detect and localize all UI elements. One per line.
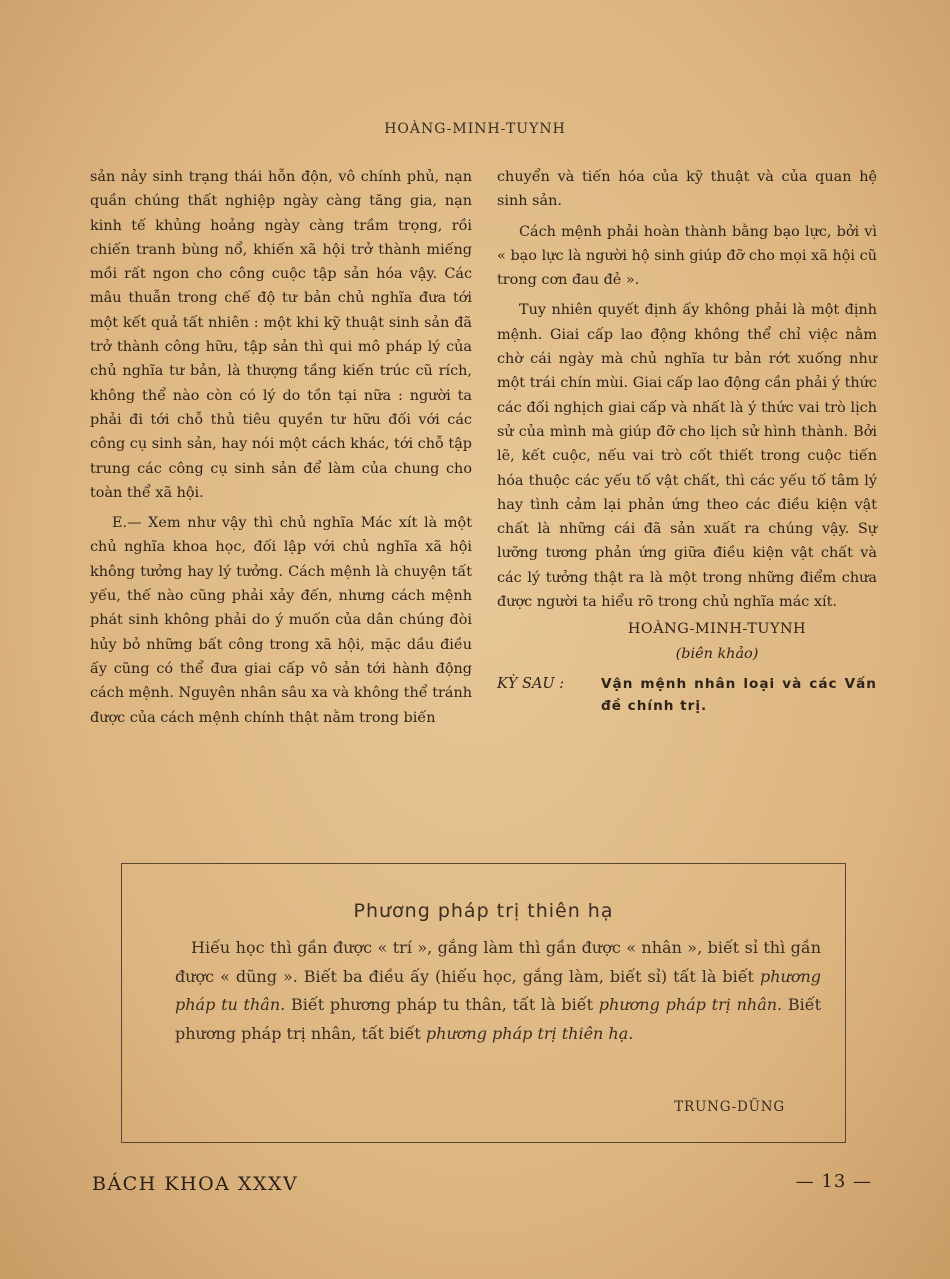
page-number: — 13 —: [795, 1171, 872, 1192]
paragraph: Cách mệnh phải hoàn thành bằng bạo lực, bởi vì « bạo lực là người hộ sinh giúp đỡ cho mọi xã hội cũ trong cơn đau đẻ ».: [497, 223, 877, 289]
paragraph: Tuy nhiên quyết định ấy không phải là một định mệnh. Giai cấp lao động không thể chỉ việc nằm chờ cái ngày mà chủ nghĩa tư bản rớt xuống như một trái chín mùi. Giai cấp lao động cần phải ý thức các đối nghịch giai cấp và nhất là ý thức vai trò lịch sử của mình mà giúp đỡ cho lịch sử hình thành. Bởi lẽ, kết cuộc, nếu vai trò cốt thiết trong cuộc tiến hóa thuộc các yếu tố vật chất, thì các yếu tố tâm lý hay tình cảm lại phản ứng theo các điều kiện vật chất là những cái đã sản xuất ra chúng vậy. Sự lưỡng tương phản ứng giữa điều kiện vật chất và các lý tưởng thật ra là một trong những điểm chưa được người ta hiểu rõ trong chủ nghĩa mác xít.: [497, 302, 877, 611]
paragraph: sản nảy sinh trạng thái hỗn độn, vô chính phủ, nạn quần chúng thất nghiệp ngày càng tăng gia, nạn kinh tế khủng hoảng ngày càng trầm trọng, rồi chiến tranh bùng nổ, khiến xã hội trở thành miếng mồi rất ngon cho công cuộc tập sản hóa vậy. Các mâu thuẫn trong chế độ tư bản chủ nghĩa đưa tới một kết quả tất nhiên : một khi kỹ thuật sinh sản đã trở thành công hữu, tập sản thì qui mô pháp lý của chủ nghĩa tư bản, là thượng tầng kiến trúc cũ rích, không thể nào còn có lý do tồn tại nữa : người ta phải đi tới chỗ thủ tiêu quyền tư hữu đối với các công cụ sinh sản, hay nói một cách khác, tới chỗ tập trung các công cụ sinh sản để làm của chung cho toàn thể xã hội.: [90, 169, 472, 501]
box-text: . Biết phương pháp trị nhân, tất biết: [175, 995, 822, 1043]
right-column: [497, 165, 877, 717]
next-issue-label: KỲ SAU :: [497, 675, 565, 692]
box-text: Hiếu học thì gần được « trí », gắng làm thì gần được « nhân », biết sỉ thì gần được « dũng ». Biết ba điều ấy (hiếu học, gắng làm, biết sỉ) tất là biết: [175, 938, 821, 986]
paragraph: chuyển và tiến hóa của kỹ thuật và của quan hệ sinh sản.: [497, 169, 877, 210]
paragraph: E.— Xem như vậy thì chủ nghĩa Mác xít là một chủ nghĩa khoa học, đối lập với chủ nghĩa xã hội không tưởng hay lý tưởng. Cách mệnh là chuyện tất yếu, thế nào cũng phải xảy đến, nhưng cách mệnh phát sinh không phải do ý muốn của dân chúng đòi hủy bỏ những bất công trong xã hội, mặc dầu điều ấy cũng có thể đưa giai cấp vô sản tới hành động cách mệnh. Nguyên nhân sâu xa và không thể tránh được của cách mệnh chính thật nằm trong biến: [90, 515, 472, 726]
box-italic-text: phương pháp trị nhân: [598, 995, 778, 1014]
box-italic-text: phương pháp tu thân: [175, 966, 821, 1014]
article-signature: HOÀNG-MINH-TUYNH: [627, 621, 807, 638]
box-signature: TRUNG-DŨNG: [674, 1099, 785, 1115]
boxed-quote: [121, 863, 846, 1143]
magazine-name: BÁCH KHOA XXXV: [92, 1173, 299, 1195]
box-italic-text: phương pháp trị thiên hạ: [425, 1023, 629, 1043]
box-text: . Biết phương pháp tu thân, tất là biết: [280, 995, 599, 1014]
article-note: (biên khảo): [675, 645, 759, 662]
left-column: [90, 165, 472, 730]
next-issue-title: Vận mệnh nhân loại và các Vấn đề chính trị.: [601, 675, 877, 714]
box-title: Phương pháp trị thiên hạ: [353, 900, 614, 922]
box-text: .: [628, 1023, 634, 1043]
box-body: [175, 934, 821, 1048]
next-issue-notice: [497, 673, 877, 717]
running-head-author: HOÀNG-MINH-TUYNH: [384, 121, 566, 137]
